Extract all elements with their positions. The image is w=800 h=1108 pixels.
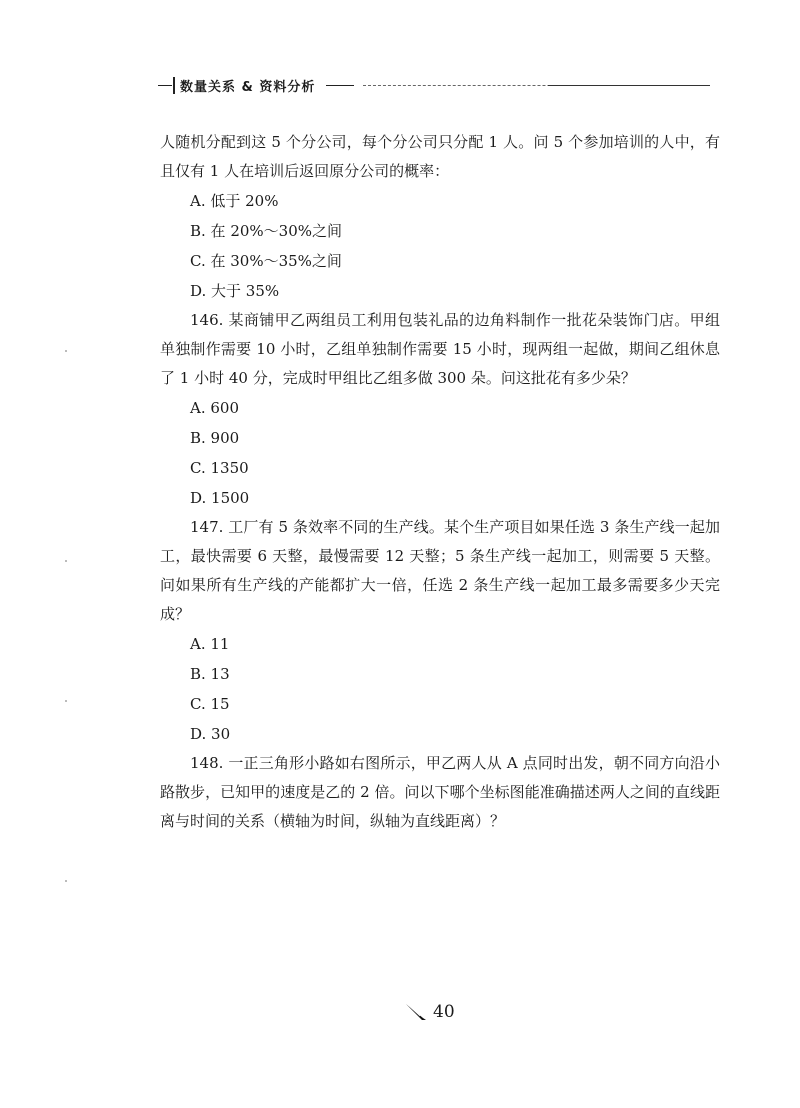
scan-speck — [65, 560, 67, 562]
answer-option: C. 1350 — [190, 459, 249, 477]
answer-option: A. 600 — [190, 399, 239, 417]
header-rule-mid — [326, 85, 354, 86]
question-147: 147. 工厂有 5 条效率不同的生产线。某个生产项目如果任选 3 条生产线一起加工，最快需要 6 天整，最慢需要 12 天整；5 条生产线一起加工，则需要 5 天整。问如果所有生产线的产能都扩大一倍，任选 2 条生产线一起加工最多需要多少天完成？ — [160, 518, 720, 623]
question-148: 148. 一正三角形小路如右图所示，甲乙两人从 A 点同时出发，朝不同方向沿小路散步，已知甲的速度是乙的 2 倍。问以下哪个坐标图能准确描述两人之间的直线距离与时间的关系（横轴为时间，纵轴为直线距离）？ — [160, 754, 720, 830]
answer-option: B. 在 20%～30%之间 — [190, 222, 343, 240]
answer-option: D. 大于 35% — [190, 282, 280, 300]
page-content — [160, 128, 720, 836]
answer-option: C. 15 — [190, 695, 230, 713]
header-bar — [173, 77, 175, 94]
running-header — [158, 74, 710, 98]
answer-option: A. 11 — [190, 635, 230, 653]
answer-option: B. 900 — [190, 429, 240, 447]
scan-speck — [65, 700, 67, 702]
scan-speck — [65, 880, 67, 882]
feather-quill-icon — [405, 1002, 427, 1022]
page-footer — [405, 1000, 455, 1024]
answer-option: D. 30 — [190, 725, 231, 743]
answer-option: D. 1500 — [190, 489, 250, 507]
question-continuation: 人随机分配到这 5 个分公司，每个分公司只分配 1 人。问 5 个参加培训的人中，有且仅有 1 人在培训后返回原分公司的概率： — [160, 133, 720, 180]
question-146: 146. 某商铺甲乙两组员工利用包装礼品的边角料制作一批花朵装饰门店。甲组单独制作需要 10 小时，乙组单独制作需要 15 小时，现两组一起做，期间乙组休息了 1 小时 40 分，完成时甲组比乙组多做 300 朵。问这批花有多少朵？ — [160, 311, 720, 387]
page-number: 40 — [433, 1002, 455, 1022]
answer-option: A. 低于 20% — [190, 192, 279, 210]
header-title: 数量关系 & 资料分析 — [180, 80, 316, 95]
header-rule-left — [158, 85, 172, 86]
header-rule-right — [548, 85, 710, 86]
scan-speck — [65, 350, 67, 352]
answer-option: C. 在 30%～35%之间 — [190, 252, 342, 270]
answer-option: B. 13 — [190, 665, 230, 683]
